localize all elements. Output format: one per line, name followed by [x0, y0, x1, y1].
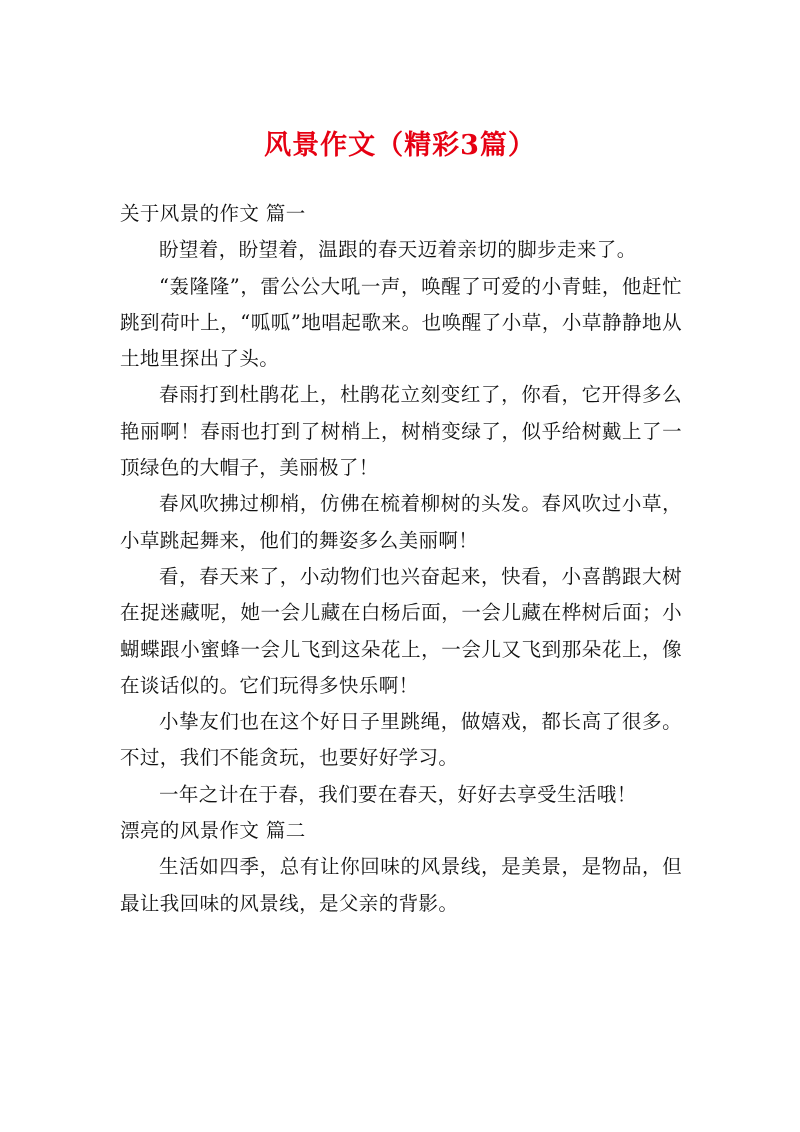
- paragraph: 盼望着，盼望着，温跟的春天迈着亲切的脚步走来了。: [159, 238, 637, 262]
- paragraph: 春雨打到杜鹃花上，杜鹃花立刻变红了，你看，它开得多么艳丽啊！春雨也打到了树梢上，树梢变绿了，似乎给树戴上了一顶绿色的大帽子，美丽极了！: [120, 383, 682, 480]
- paragraph: “轰隆隆”，雷公公大吼一声，唤醒了可爱的小青蛙，他赶忙跳到荷叶上，“呱呱”地唱起歌来。也唤醒了小草，小草静静地从土地里探出了头。: [120, 274, 682, 371]
- paragraph: 小挚友们也在这个好日子里跳绳，做嬉戏，都长高了很多。不过，我们不能贪玩，也要好好学习。: [120, 710, 682, 770]
- paragraph: 一年之计在于春，我们要在春天，好好去享受生活哦！: [159, 782, 637, 806]
- paragraph: 生活如四季，总有让你回味的风景线，是美景，是物品，但最让我回味的风景线，是父亲的背影。: [120, 855, 682, 915]
- document-title: 风景作文（精彩3篇）: [264, 130, 536, 161]
- document-body: [120, 196, 682, 922]
- paragraph: 春风吹拂过柳梢，仿佛在梳着柳树的头发。春风吹过小草，小草跳起舞来，他们的舞姿多么美丽啊！: [120, 492, 682, 552]
- paragraph: 看，春天来了，小动物们也兴奋起来，快看，小喜鹊跟大树在捉迷藏呢，她一会儿藏在白杨后面，一会儿藏在桦树后面；小蝴蝶跟小蜜蜂一会儿飞到这朵花上，一会儿又飞到那朵花上，像在谈话似的。它们玩得多快乐啊！: [120, 564, 682, 697]
- section-heading-2: 漂亮的风景作文 篇二: [120, 819, 306, 843]
- section-heading-1: 关于风景的作文 篇一: [120, 202, 306, 225]
